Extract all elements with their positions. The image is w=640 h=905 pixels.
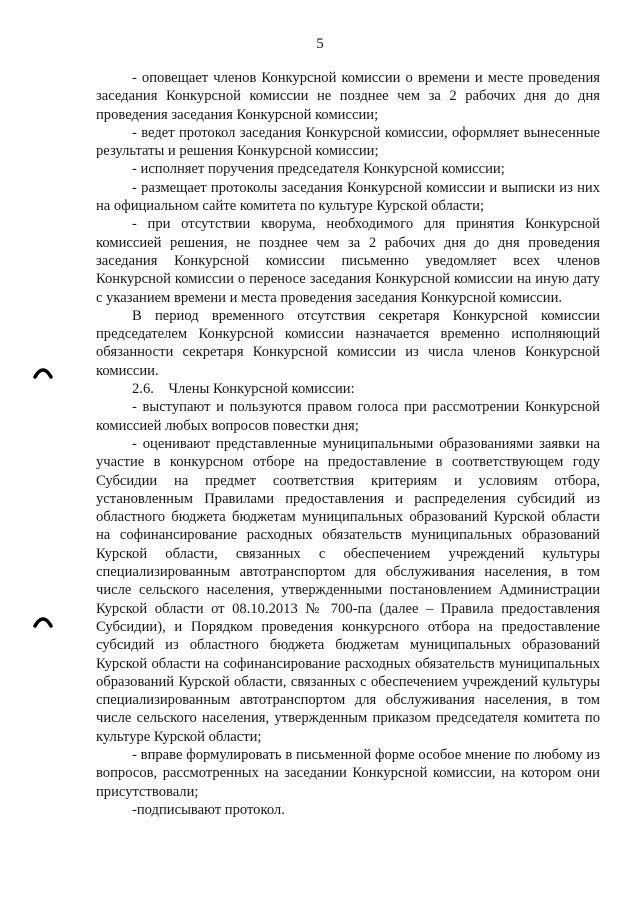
paragraph-dissenting-opinion: - вправе формулировать в письменной форме особое мнение по любому из вопросов, рассмотренных на заседании Конкурсной комиссии, на котором они присутствовали; — [96, 746, 600, 800]
paragraph-execute-orders: - исполняет поручения председателя Конкурсной комиссии; — [132, 161, 505, 178]
binder-hole-mark-lower — [33, 614, 53, 628]
section-heading-2-6: 2.6. Члены Конкурсной комиссии: — [132, 381, 355, 398]
binder-hole-mark-upper — [33, 365, 53, 379]
paragraph-notify-members: - оповещает членов Конкурсной комиссии о времени и месте проведения заседания Конкурсной комиссии не позднее чем за 2 рабочих дня до дня проведения заседания Конкурсной комиссии; — [96, 70, 600, 123]
paragraph-voting-rights: - выступают и пользуются правом голоса при рассмотрении Конкурсной комиссией любых вопросов повестки дня; — [96, 399, 600, 434]
paragraph-sign-minutes: -подписывают протокол. — [132, 801, 285, 818]
paragraph-keep-minutes: - ведет протокол заседания Конкурсной комиссии, оформляет вынесенные результаты и решения Конкурсной комиссии; — [96, 124, 600, 160]
paragraph-secretary-absence: В период временного отсутствия секретаря Конкурсной комиссии председателем Конкурсной комиссии назначается временно исполняющий обязанности секретаря Конкурсной комиссии из числа членов Конкурсной комиссии. — [96, 307, 600, 379]
paragraph-evaluate-applications: - оценивают представленные муниципальными образованиями заявки на участие в конкурсном отборе на предоставление в соответствующем году Субсидии на предмет соответствия критериям и условиям отбора, установленным Правилами предоставления и распределения субсидий из областного бюджета бюджетам муниципальных образований Курской области на софинансирование расходных обязательств муниципальных образований Курской области, связанных с обеспечением учреждений культуры специализированным автотранспортом для обслуживания населения, в том числе сельского населения, утвержденными постановлением Администрации Курской области от 08.10.2013 № 700-па (далее – Правила предоставления Субсидии), и Порядком проведения конкурсного отбора на предоставление субсидий из областного бюджета бюджетам муниципальных образований Курской области на софинансирование расходных обязательств муниципальных образований Курской области, связанных с обеспечением учреждений культуры специализированным автотранспортом для обслуживания населения, в том числе сельского населения, утвержденным приказом председателя комитета по культуре Курской области; — [96, 435, 600, 745]
page-number: 5 — [316, 36, 324, 52]
document-body — [96, 69, 600, 819]
paragraph-no-quorum: - при отсутствии кворума, необходимого для принятия Конкурсной комиссией решения, не позднее чем за 2 рабочих дня до дня проведения заседания Конкурсной комиссии письменно уведомляет всех членов Конкурсной комиссии о переносе заседания Конкурсной комиссии на иную дату с указанием времени и места проведения заседания Конкурсной комиссии. — [96, 216, 600, 306]
paragraph-publish-minutes: - размещает протоколы заседания Конкурсной комиссии и выписки из них на официальном сайте комитета по культуре Курской области; — [96, 179, 600, 215]
